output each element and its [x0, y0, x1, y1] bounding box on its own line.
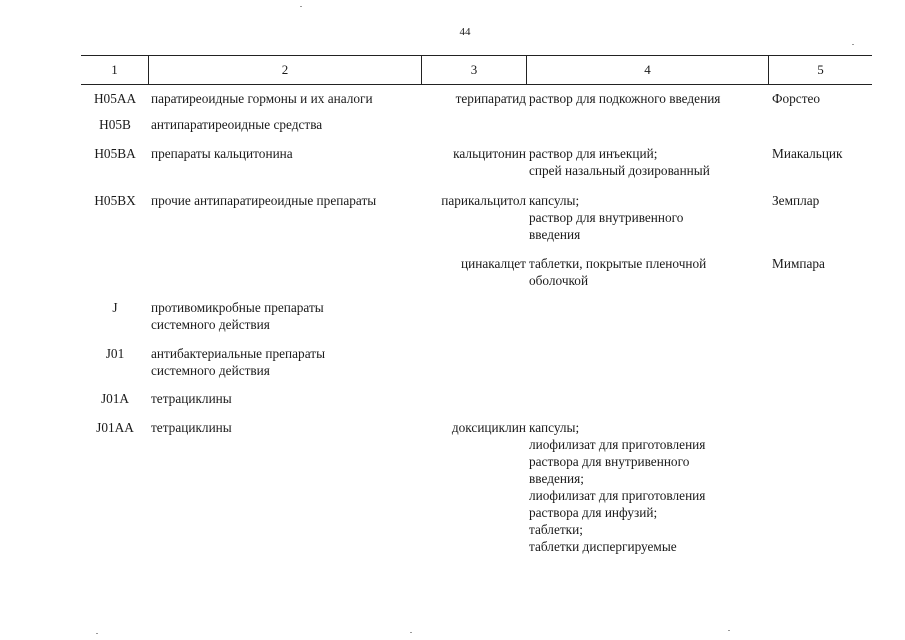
table-header: [81, 55, 872, 85]
trade-name: Форстео: [772, 91, 821, 106]
dosage-form-line: введения;: [529, 471, 584, 486]
dosage-form-line: раствор для подкожного введения: [529, 91, 721, 106]
dosage-forms: [529, 192, 683, 243]
dosage-forms: [529, 145, 710, 179]
dosage-form-line: раствор для внутривенного: [529, 210, 684, 225]
atc-group: [151, 390, 232, 407]
atc-group: [151, 90, 373, 107]
atc-code: J01: [105, 346, 125, 361]
dosage-form-line: лиофилизат для приготовления: [529, 437, 706, 452]
atc-group-line: системного действия: [151, 317, 270, 332]
dosage-form-line: спрей назальный дозированный: [529, 163, 710, 178]
dosage-form-line: капсулы;: [529, 193, 580, 208]
header-col-2: 2: [281, 62, 289, 77]
atc-group-line: тетрациклины: [151, 391, 232, 406]
dosage-form-line: раствора для инфузий;: [529, 505, 658, 520]
scan-speck: [300, 6, 302, 7]
trade-name: Миакальцик: [772, 146, 843, 161]
atc-group: [151, 419, 232, 436]
atc-group: [151, 345, 325, 379]
scan-speck: [728, 630, 730, 631]
atc-group-line: препараты кальцитонина: [151, 146, 293, 161]
dosage-forms: [529, 90, 720, 107]
atc-group: [151, 116, 322, 133]
dosage-form-line: таблетки, покрытые пленочной: [529, 256, 707, 271]
substance-name: парикальцитол: [441, 193, 526, 208]
atc-group-line: тетрациклины: [151, 420, 232, 435]
atc-code: J01AA: [96, 420, 134, 435]
dosage-forms: [529, 255, 706, 289]
scan-speck: [96, 633, 98, 634]
dosage-form-line: оболочкой: [529, 273, 589, 288]
atc-code: H05BA: [94, 146, 136, 161]
dosage-form-line: лиофилизат для приготовления: [529, 488, 706, 503]
header-col-5: 5: [817, 62, 824, 77]
atc-group-line: антибактериальные препараты: [151, 346, 326, 361]
substance-name: терипаратид: [455, 91, 526, 106]
substance-name: доксициклин: [451, 420, 526, 435]
trade-name: Мимпара: [772, 256, 825, 271]
atc-group-line: прочие антипаратиреоидные препараты: [151, 193, 377, 208]
dosage-form-line: раствор для инъекций;: [529, 146, 658, 161]
header-col-4: 4: [644, 62, 651, 77]
scan-speck: [410, 632, 412, 633]
atc-code: H05AA: [93, 91, 137, 106]
dosage-form-line: капсулы;: [529, 420, 580, 435]
header-col-3: 3: [470, 62, 478, 77]
substance-name: кальцитонин: [453, 146, 526, 161]
dosage-form-line: таблетки;: [529, 522, 583, 537]
atc-group-line: противомикробные препараты: [151, 300, 324, 315]
dosage-form-line: таблетки диспергируемые: [529, 539, 677, 554]
atc-code: J: [112, 300, 118, 315]
dosage-form-line: раствора для внутривенного: [529, 454, 690, 469]
atc-code: H05B: [99, 117, 131, 132]
atc-code: J01A: [100, 391, 130, 406]
atc-group-line: системного действия: [151, 363, 270, 378]
trade-name: Земплар: [772, 193, 820, 208]
atc-group: [151, 192, 376, 209]
atc-group: [151, 145, 293, 162]
page-number: 44: [459, 26, 471, 38]
atc-code: H05BX: [94, 193, 136, 208]
atc-group-line: антипаратиреоидные средства: [151, 117, 323, 132]
header-col-1: 1: [111, 62, 118, 77]
atc-group: [151, 299, 324, 333]
dosage-form-line: введения: [529, 227, 581, 242]
dosage-forms: [529, 419, 705, 555]
scan-speck: [852, 44, 854, 45]
substance-name: цинакалцет: [461, 256, 526, 271]
atc-group-line: паратиреоидные гормоны и их аналоги: [151, 91, 373, 106]
